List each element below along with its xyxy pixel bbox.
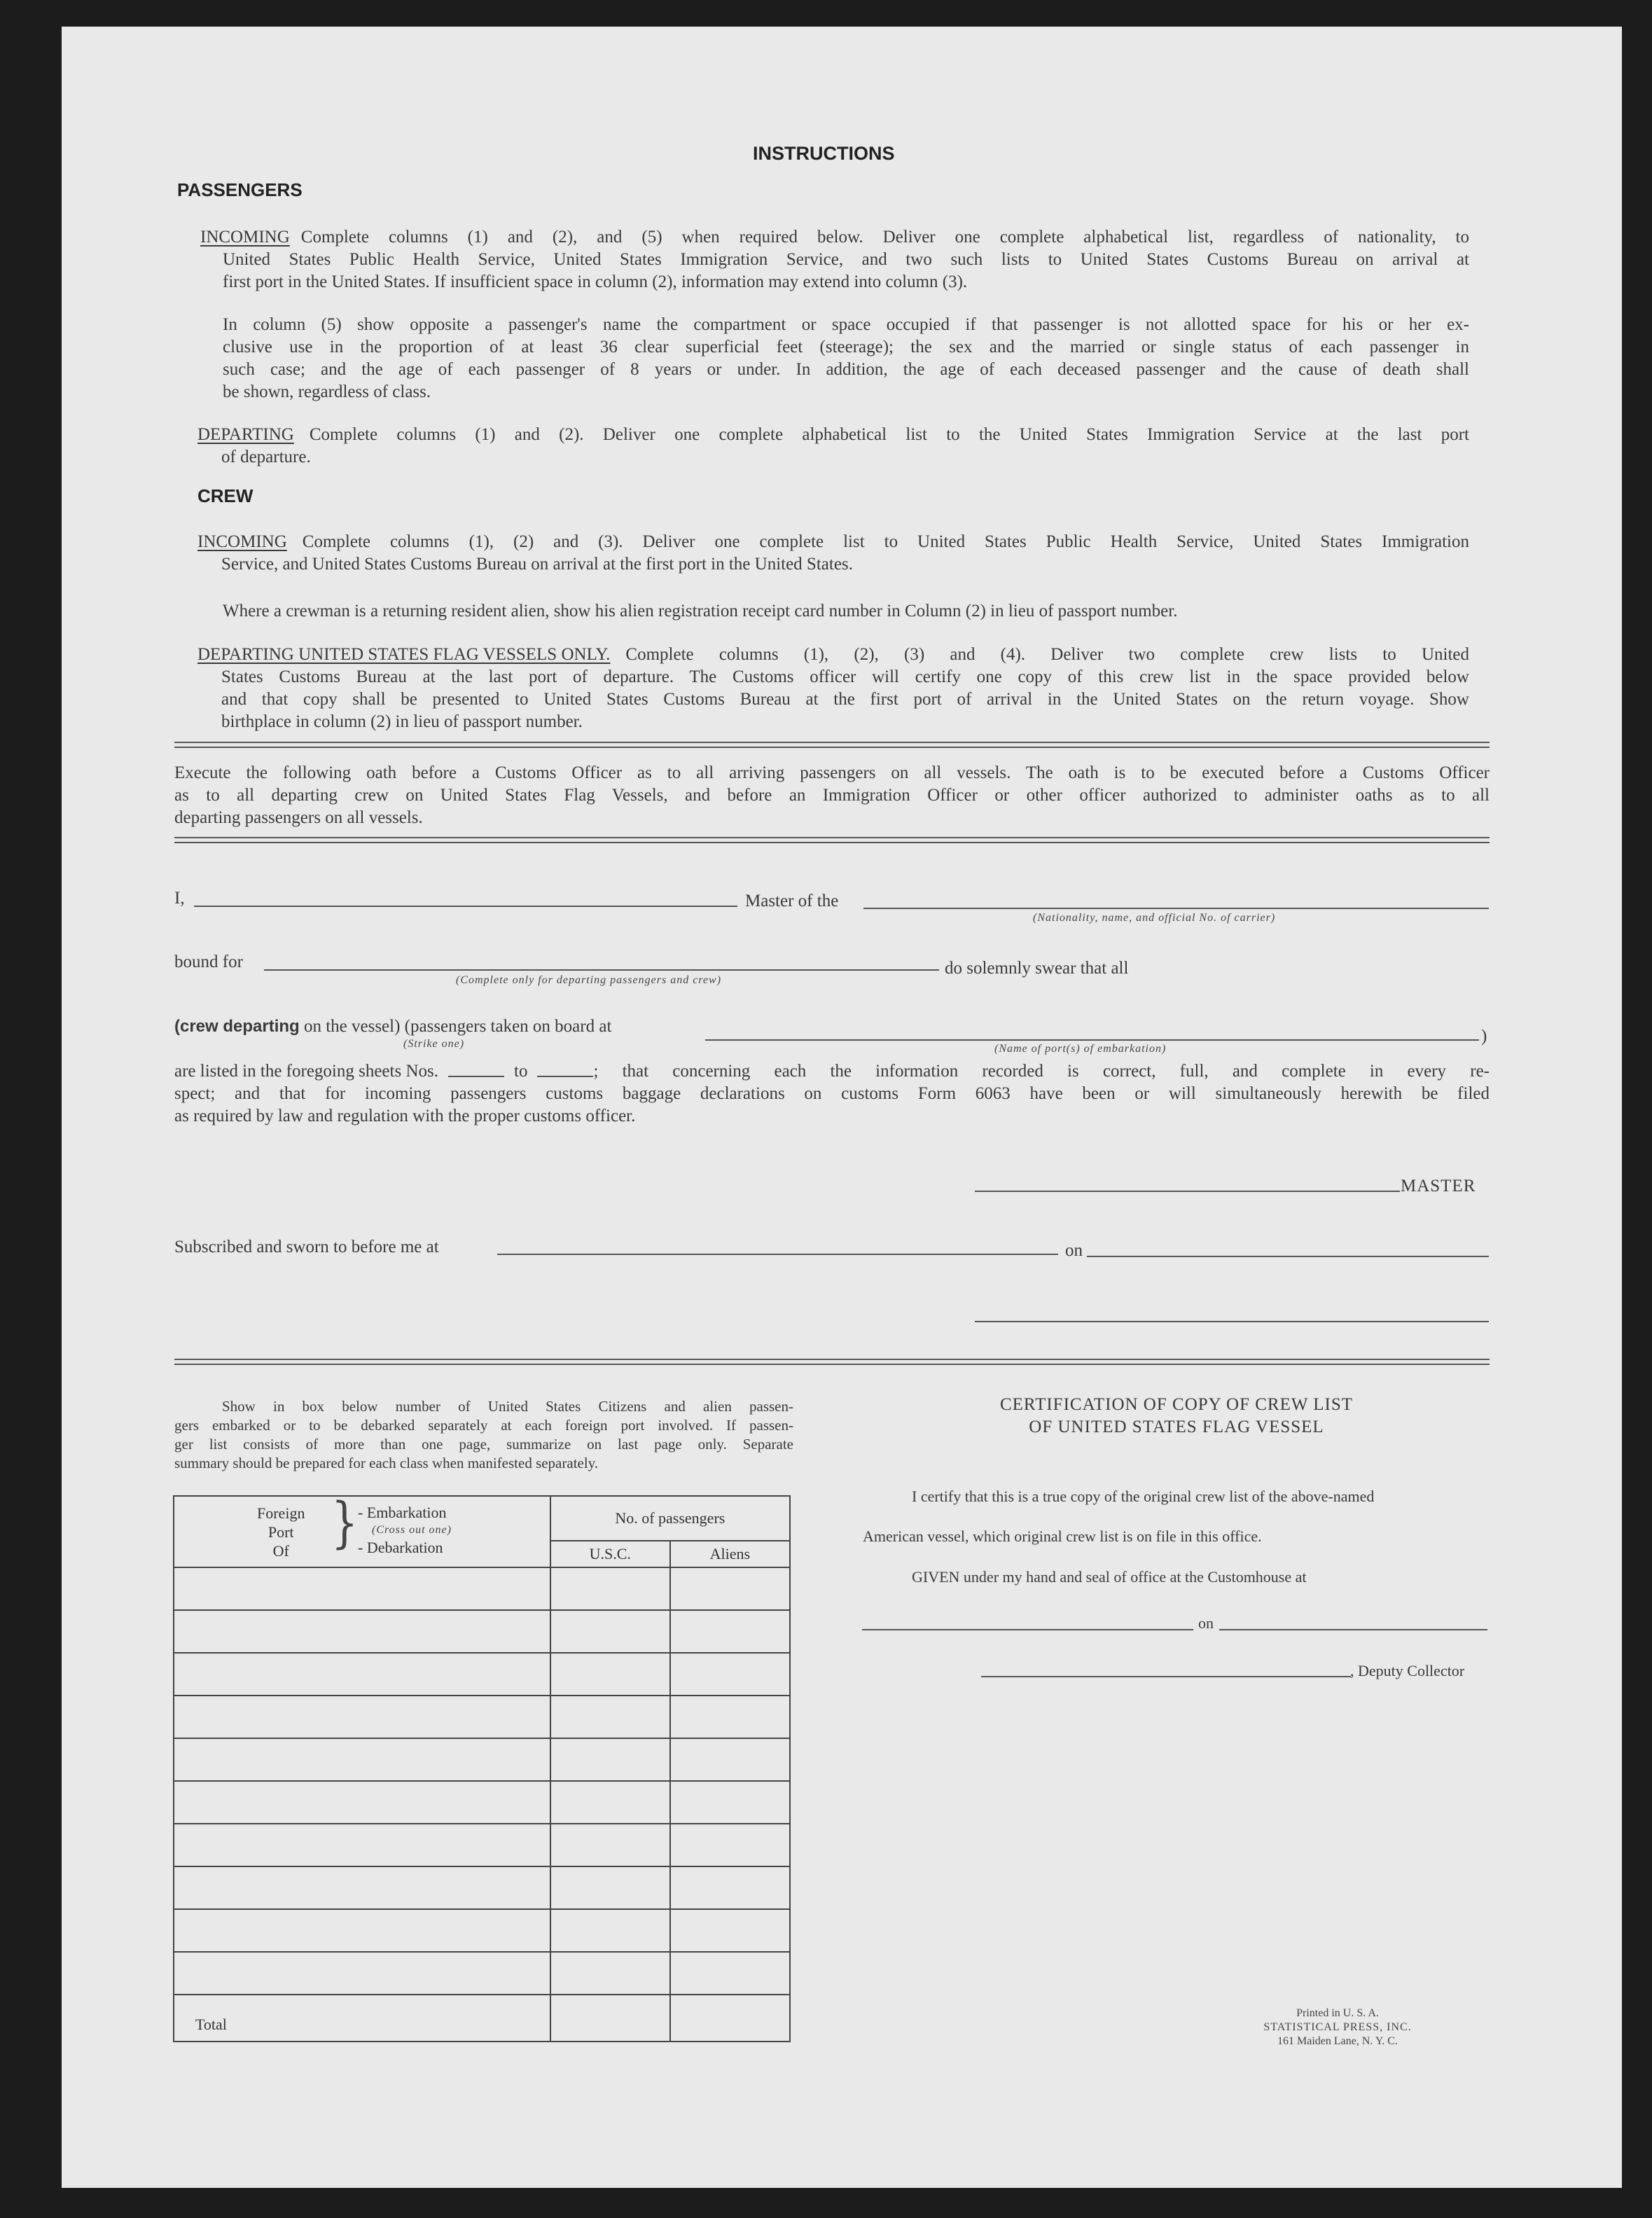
passenger-summary-table xyxy=(173,1491,791,2042)
usc-cell[interactable] xyxy=(550,1567,670,1610)
passengers-departing-line-1: Complete columns (1) and (2). Deliver one complete alphabetical list to the United States Immigration Service at the last port xyxy=(309,425,1469,444)
aliens-header: Aliens xyxy=(670,1541,790,1567)
aliens-cell[interactable] xyxy=(670,1866,790,1909)
usc-cell[interactable] xyxy=(550,1824,670,1866)
bound-for-field[interactable] xyxy=(264,969,939,971)
aliens-cell[interactable] xyxy=(670,1952,790,1995)
aliens-cell[interactable] xyxy=(670,1824,790,1866)
crew-heading: CREW xyxy=(197,485,254,506)
brace-icon: } xyxy=(331,1491,359,1555)
crew-departing-line-1: Complete columns (1), (2), (3) and (4). Deliver two complete crew lists to United xyxy=(625,645,1469,664)
crew-departing-option: (crew departing xyxy=(174,1017,300,1036)
section-divider xyxy=(174,837,1490,843)
crew-departing-line-4: birthplace in column (2) in lieu of passport number. xyxy=(221,712,583,731)
summary-line-2: gers embarked or to be debarked separately at each foreign port involved. If passen- xyxy=(174,1417,793,1434)
usc-cell[interactable] xyxy=(550,1738,670,1781)
crew-incoming-label: INCOMING xyxy=(197,532,287,551)
certification-line-3: GIVEN under my hand and seal of office at the Customhouse at xyxy=(912,1568,1307,1586)
sheet-to-field[interactable] xyxy=(537,1060,593,1077)
swear-label: do solemnly swear that all xyxy=(945,959,1129,978)
oath-intro-line-2: as to all departing crew on United States Flag Vessels, and before an Immigration Officer or other officer authorized to administer oaths as to all xyxy=(174,786,1490,805)
port-cell[interactable] xyxy=(174,1866,550,1909)
port-label: Port xyxy=(268,1523,294,1541)
oath-line-2: spect; and that for incoming passengers customs baggage declarations on customs Form 6063 have been or will simultaneously herewith be filed xyxy=(174,1084,1490,1103)
master-signature-field[interactable] xyxy=(975,1191,1400,1192)
sheet-from-field[interactable] xyxy=(448,1060,504,1077)
oath-intro-line-1: Execute the following oath before a Customs Officer as to all arriving passengers on all vessels. The oath is to be executed before a Customs Officer xyxy=(174,763,1490,782)
carrier-field[interactable] xyxy=(863,908,1489,909)
aliens-cell[interactable] xyxy=(670,1781,790,1824)
page-title: INSTRUCTIONS xyxy=(753,143,895,164)
on-vessel-text: on the vessel) xyxy=(303,1017,401,1036)
usc-cell[interactable] xyxy=(550,1653,670,1696)
passengers-departing-label: DEPARTING xyxy=(197,425,294,444)
ports-caption: (Name of port(s) of embarkation) xyxy=(994,1043,1167,1055)
aliens-cell[interactable] xyxy=(670,1653,790,1696)
customhouse-field[interactable] xyxy=(862,1629,1193,1630)
passengers-incoming-line-2: United States Public Health Service, United States Immigration Service, and two such lists to United States Customs Bureau on arrival at xyxy=(223,250,1469,269)
bound-for-label: bound for xyxy=(174,952,243,971)
crew-departing-block xyxy=(197,644,1469,733)
passengers-incoming-line-3: first port in the United States. If insufficient space in column (2), information may extend into column (3). xyxy=(223,272,968,291)
strike-one-caption: (Strike one) xyxy=(403,1038,465,1050)
passengers-column5-block xyxy=(223,314,1469,403)
aliens-cell[interactable] xyxy=(670,1610,790,1653)
port-cell[interactable] xyxy=(174,1909,550,1952)
debarkation-label: - Debarkation xyxy=(358,1539,443,1556)
carrier-caption: (Nationality, name, and official No. of carrier) xyxy=(1033,912,1276,924)
total-label: Total xyxy=(174,1995,550,2042)
of-label: Of xyxy=(272,1542,289,1560)
column5-line-2: clusive use in the proportion of at least 36 clear superficial feet (steerage); the sex and the married or single status of each passenger in xyxy=(223,338,1469,356)
certification-on-label: on xyxy=(1198,1614,1214,1632)
usc-cell[interactable] xyxy=(550,1909,670,1952)
crew-alien-note: Where a crewman is a returning resident alien, show his alien registration receipt card number in Column (2) in lieu of passport number. xyxy=(223,602,1178,621)
port-cell[interactable] xyxy=(174,1781,550,1824)
usc-header: U.S.C. xyxy=(550,1541,670,1567)
deputy-signature-field[interactable] xyxy=(981,1676,1351,1677)
column5-line-1: In column (5) show opposite a passenger's name the compartment or space occupied if that passenger is not allotted space for his or her ex- xyxy=(223,315,1469,334)
foreign-port-header xyxy=(174,1491,550,1567)
column5-line-3: such case; and the age of each passenger of 8 years or under. In addition, the age of each deceased passenger and the cause of death shall xyxy=(223,360,1469,379)
passengers-taken-option: (passengers taken on board at xyxy=(404,1017,612,1036)
crew-departing-line-2: States Customs Bureau at the last port of departure. The Customs officer will certify one copy of this crew list in the space provided below xyxy=(221,667,1469,686)
aliens-cell[interactable] xyxy=(670,1567,790,1610)
aliens-total-cell[interactable] xyxy=(670,1995,790,2042)
port-cell[interactable] xyxy=(174,1738,550,1781)
usc-total-cell[interactable] xyxy=(550,1995,670,2042)
embarkation-label: - Embarkation xyxy=(358,1504,447,1521)
certification-title-2: OF UNITED STATES FLAG VESSEL xyxy=(1029,1418,1324,1436)
foreign-label: Foreign xyxy=(257,1504,305,1522)
certification-date-field[interactable] xyxy=(1219,1629,1487,1630)
printer-imprint xyxy=(1247,2006,1429,2049)
oath-intro xyxy=(174,762,1490,829)
oath-i-label: I, xyxy=(174,889,185,908)
summary-line-4: summary should be prepared for each class when manifested separately. xyxy=(174,1455,599,1471)
usc-cell[interactable] xyxy=(550,1696,670,1738)
section-divider xyxy=(174,742,1490,748)
certification-line-2: American vessel, which original crew list is on file in this office. xyxy=(863,1527,1262,1545)
on-label: on xyxy=(1065,1241,1083,1260)
printer-line-2: STATISTICAL PRESS, INC. xyxy=(1263,2021,1412,2033)
officer-signature-field[interactable] xyxy=(975,1321,1489,1322)
passengers-departing-block xyxy=(197,424,1469,469)
port-cell[interactable] xyxy=(174,1610,550,1653)
crew-passengers-line xyxy=(174,1016,611,1038)
aliens-cell[interactable] xyxy=(670,1738,790,1781)
port-cell[interactable] xyxy=(174,1567,550,1610)
crew-departing-label: DEPARTING UNITED STATES FLAG VESSELS ONLY. xyxy=(197,645,611,664)
sheets-statement: ; that concerning each the information recorded is correct, full, and complete in every re- xyxy=(593,1062,1490,1081)
printer-line-3: 161 Maiden Lane, N. Y. C. xyxy=(1277,2035,1398,2047)
master-name-field[interactable] xyxy=(194,906,737,907)
port-cell[interactable] xyxy=(174,1696,550,1738)
sheets-to-label: to xyxy=(514,1062,528,1081)
sworn-date-field[interactable] xyxy=(1087,1256,1489,1257)
crew-incoming-line-2: Service, and United States Customs Bureau on arrival at the first port in the United States. xyxy=(221,555,853,574)
crew-departing-line-3: and that copy shall be presented to United States Customs Bureau at the first port of arrival in the United States on the return voyage. Show xyxy=(221,690,1469,709)
passengers-heading: PASSENGERS xyxy=(177,179,303,200)
port-cell[interactable] xyxy=(174,1653,550,1696)
close-paren: ) xyxy=(1481,1027,1487,1046)
oath-statement xyxy=(174,1060,1490,1128)
port-cell[interactable] xyxy=(174,1824,550,1866)
cross-out-caption: (Cross out one) xyxy=(372,1524,452,1536)
summary-line-1: Show in box below number of United States Citizens and alien passen- xyxy=(222,1398,793,1415)
sworn-at-field[interactable] xyxy=(497,1254,1058,1255)
port-cell[interactable] xyxy=(174,1952,550,1995)
printer-line-1: Printed in U. S. A. xyxy=(1296,2007,1379,2019)
certification-line-1: I certify that this is a true copy of the original crew list of the above-named xyxy=(912,1488,1375,1505)
certification-title-1: CERTIFICATION OF COPY OF CREW LIST xyxy=(999,1395,1354,1414)
deputy-collector-label: , Deputy Collector xyxy=(1350,1662,1465,1679)
usc-cell[interactable] xyxy=(550,1952,670,1995)
no-passengers-header: No. of passengers xyxy=(550,1496,790,1541)
subscribed-label: Subscribed and sworn to before me at xyxy=(174,1238,439,1256)
oath-intro-line-3: departing passengers on all vessels. xyxy=(174,808,423,827)
embarkation-ports-field[interactable] xyxy=(705,1039,1479,1041)
summary-instructions xyxy=(174,1397,793,1473)
usc-cell[interactable] xyxy=(550,1866,670,1909)
passengers-incoming-block xyxy=(200,226,1469,293)
bound-caption: (Complete only for departing passengers and crew) xyxy=(456,974,722,986)
aliens-cell[interactable] xyxy=(670,1696,790,1738)
summary-line-3: ger list consists of more than one page, summarize on last page only. Separate xyxy=(174,1436,793,1453)
oath-line-3: as required by law and regulation with the proper customs officer. xyxy=(174,1107,636,1125)
aliens-cell[interactable] xyxy=(670,1909,790,1952)
master-of-the-label: Master of the xyxy=(745,892,839,910)
usc-cell[interactable] xyxy=(550,1781,670,1824)
passengers-departing-line-2: of departure. xyxy=(221,448,311,466)
passengers-incoming-line-1: Complete columns (1) and (2), and (5) when required below. Deliver one complete alphabetical list, regardless of nationality, to xyxy=(300,228,1469,247)
column5-line-4: be shown, regardless of class. xyxy=(223,382,431,401)
crew-incoming-block xyxy=(197,531,1469,576)
usc-cell[interactable] xyxy=(550,1610,670,1653)
master-label: MASTER xyxy=(1401,1177,1476,1195)
passengers-incoming-label: INCOMING xyxy=(200,228,290,247)
crew-incoming-line-1: Complete columns (1), (2) and (3). Deliver one complete list to United States Public Health Service, United States Immigration xyxy=(302,532,1469,551)
section-divider xyxy=(174,1359,1490,1365)
sheets-label: are listed in the foregoing sheets Nos. xyxy=(174,1062,438,1081)
